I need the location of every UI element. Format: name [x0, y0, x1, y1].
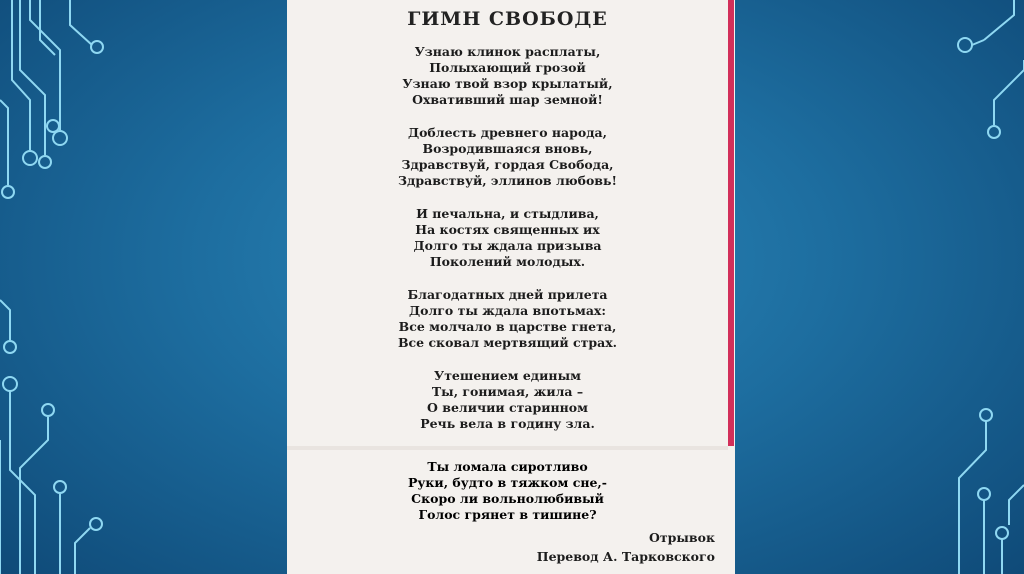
circuit-decoration-left: [0, 0, 110, 574]
poem-line: Ты, гонимая, жила –: [431, 384, 584, 399]
poem-line: Голос грянет в тишине?: [418, 507, 597, 522]
poem-line: Возродившаяся вновь,: [422, 141, 593, 156]
page-divider: [287, 446, 728, 450]
poem-source: [537, 528, 715, 566]
poem-line: Утешением единым: [434, 368, 581, 383]
poem-line: Узнаю клинок расплаты,: [414, 44, 601, 59]
poem-line: Поколений молодых.: [429, 254, 586, 269]
poem-line: Узнаю твой взор крылатый,: [402, 76, 613, 91]
poem-line: Полыхающий грозой: [429, 60, 586, 75]
book-page: [287, 0, 735, 574]
poem-line: Здравствуй, гордая Свобода,: [401, 157, 614, 172]
circuit-decoration-right-bottom: [944, 390, 1024, 574]
poem-line: Долго ты ждала призыва: [413, 238, 602, 253]
stanza-4: [287, 287, 728, 351]
circuit-decoration-right-top: [944, 0, 1024, 150]
poem-line: Доблесть древнего народа,: [407, 125, 608, 140]
poem: [287, 8, 728, 449]
poem-line: Все сковал мертвящий страх.: [397, 335, 618, 350]
poem-line: Здравствуй, эллинов любовь!: [398, 173, 617, 188]
poem-line: Руки, будто в тяжком сне,-: [408, 475, 607, 490]
page-edge: [728, 0, 734, 446]
poem-line: Речь вела в годину зла.: [420, 416, 595, 431]
poem-line: О величии старинном: [427, 400, 588, 415]
poem-line: Охвативший шар земной!: [412, 92, 603, 107]
stanza-3: [287, 206, 728, 270]
stanza-2: [287, 125, 728, 189]
excerpt-note: Отрывок: [649, 530, 715, 545]
poem-line: Долго ты ждала впотьмах:: [409, 303, 606, 318]
poem-title: ГИМН СВОБОДЕ: [407, 8, 608, 30]
poem-line: На костях священных их: [415, 222, 600, 237]
poem-line: Скоро ли вольнолюбивый: [411, 491, 604, 506]
poem-line: Все молчало в царстве гнета,: [398, 319, 617, 334]
poem-line: Ты ломала сиротливо: [427, 459, 588, 474]
stanza-1: [287, 44, 728, 108]
stanza-6: [287, 459, 728, 523]
stanza-5: [287, 368, 728, 432]
poem-line: Благодатных дней прилета: [407, 287, 608, 302]
poem-line: И печальна, и стыдлива,: [416, 206, 599, 221]
translator-credit: Перевод А. Тарковского: [536, 549, 715, 564]
